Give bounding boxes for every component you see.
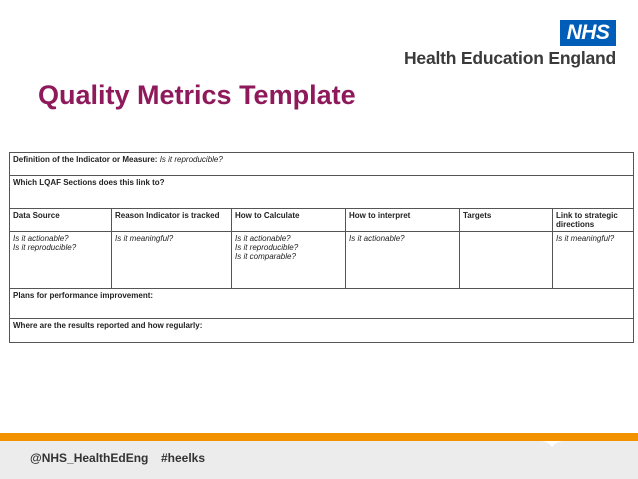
cell-text: Is it reproducible?	[13, 243, 77, 252]
cell-text: Is it reproducible?	[235, 243, 299, 252]
nhs-badge: NHS	[560, 20, 616, 46]
cell-link-strategic	[553, 232, 634, 289]
header-row	[10, 209, 634, 232]
cell-text: Is it meaningful?	[115, 234, 174, 243]
definition-label: Definition of the Indicator or Measure:	[13, 155, 158, 164]
cell-text: Is it actionable?	[235, 234, 291, 243]
cell-how-to-calculate	[232, 232, 346, 289]
questions-row	[10, 232, 634, 289]
col-header-link-strategic: Link to strategic directions	[553, 209, 634, 232]
cell-text: Is it actionable?	[349, 234, 405, 243]
col-header-how-to-interpret: How to interpret	[346, 209, 460, 232]
footer-hashtag: #heelks	[161, 451, 206, 465]
lqaf-cell: Which LQAF Sections does this link to?	[10, 176, 634, 209]
lqaf-row	[10, 176, 634, 209]
cell-text: Is it actionable?	[13, 234, 69, 243]
cell-text: Is it comparable?	[235, 252, 296, 261]
page-title: Quality Metrics Template	[38, 80, 356, 110]
definition-row	[10, 153, 634, 176]
col-header-targets: Targets	[460, 209, 553, 232]
definition-cell	[10, 153, 634, 176]
col-header-reason: Reason Indicator is tracked	[112, 209, 232, 232]
cell-reason	[112, 232, 232, 289]
definition-hint: Is it reproducible?	[159, 155, 223, 164]
plans-cell: Plans for performance improvement:	[10, 289, 634, 319]
footer-orange-stripe	[0, 433, 638, 441]
cell-data-source	[10, 232, 112, 289]
cell-targets	[460, 232, 553, 289]
org-name: Health Education England	[403, 48, 616, 68]
footer-twitter-handle: @NHS_HealthEdEng	[30, 451, 149, 465]
plans-row	[10, 289, 634, 319]
metrics-table	[9, 152, 634, 343]
cell-how-to-interpret	[346, 232, 460, 289]
col-header-data-source: Data Source	[10, 209, 112, 232]
hee-logo	[386, 20, 616, 70]
cell-text: Is it meaningful?	[556, 234, 615, 243]
results-cell: Where are the results reported and how regularly:	[10, 319, 634, 343]
col-header-how-to-calculate: How to Calculate	[232, 209, 346, 232]
results-row	[10, 319, 634, 343]
